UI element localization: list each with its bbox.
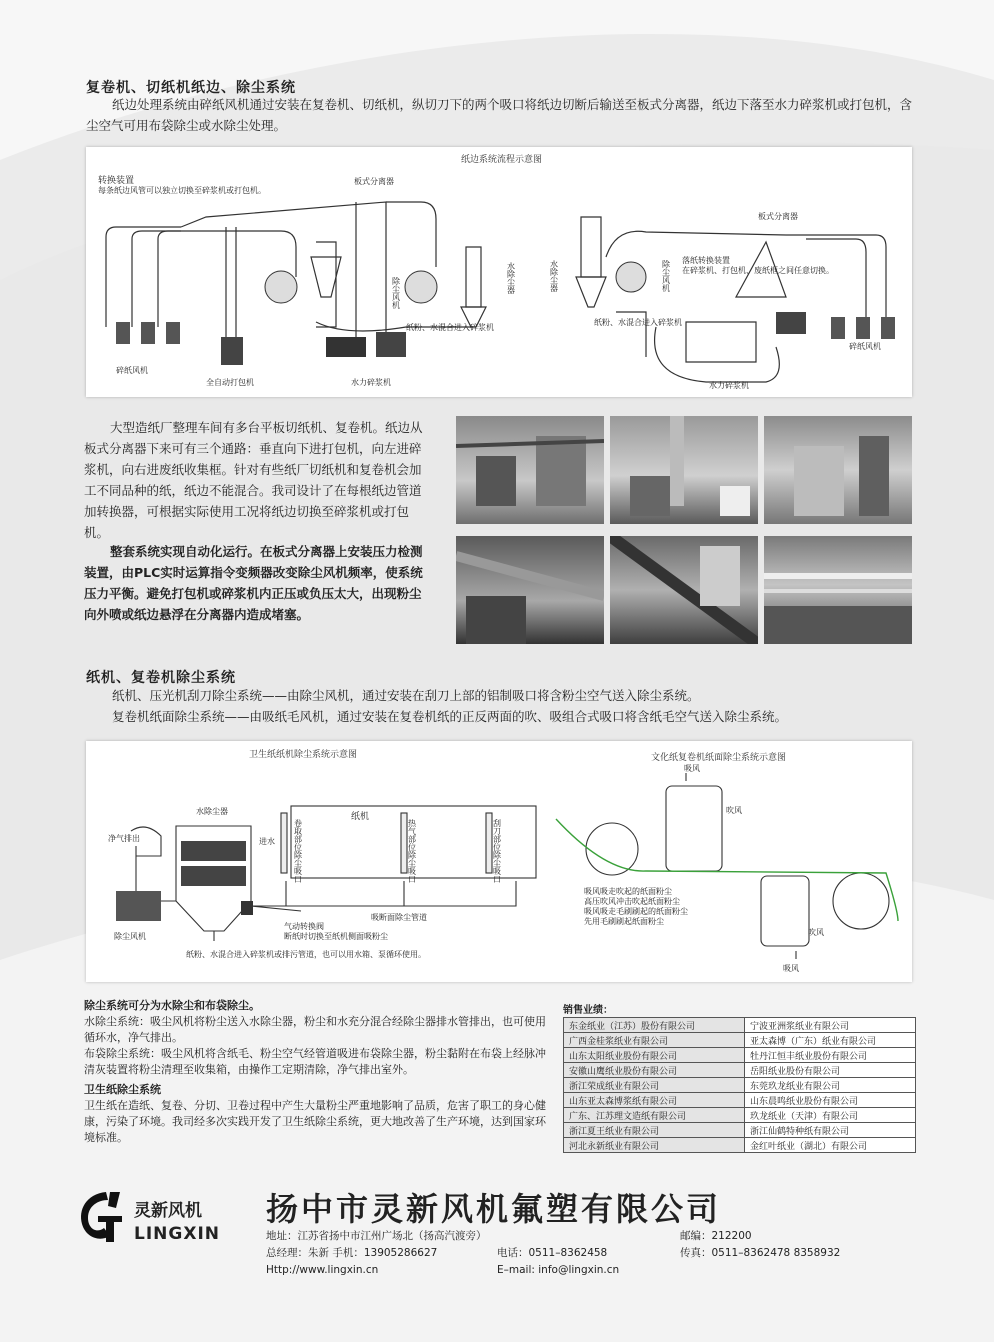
auto-baler-label: 全自动打包机 — [206, 378, 254, 387]
blow-bottom-label: 吹风 — [808, 928, 824, 937]
position2-label: 热气部位除尘吸口 — [407, 819, 417, 883]
sales-cell: 东莞玖龙纸业有限公司 — [745, 1078, 916, 1093]
sales-row — [564, 1048, 916, 1063]
sales-row — [564, 1033, 916, 1048]
postcode: 邮编：212200 — [680, 1230, 752, 1242]
desc2-label: 高压吹风冲击吹起纸面粉尘 — [584, 897, 680, 906]
hydro-pulper-left-label: 水力碎浆机 — [351, 378, 391, 387]
diagram2-title: 卫生纸纸机除尘系统示意图 — [249, 750, 358, 760]
sales-cell: 岳阳纸业股份有限公司 — [745, 1063, 916, 1078]
mix-note-right-label: 纸粉、水混合进入碎浆机 — [594, 318, 682, 327]
section4-title2: 卫生纸除尘系统 — [84, 1083, 161, 1096]
switch-device-desc: 每条纸边风管可以独立切换至碎浆机或打包机。 — [98, 186, 266, 195]
dust-system-diagrams — [86, 741, 912, 982]
factory-photo-4 — [456, 536, 604, 644]
sales-cell: 东金纸业（江苏）股份有限公司 — [564, 1018, 745, 1033]
sales-cell: 山东晨鸣纸业股份有限公司 — [745, 1093, 916, 1108]
mix-note-left-label: 纸粉、水混合进入碎浆机 — [406, 323, 494, 332]
sales-cell: 牡丹江恒丰纸业股份有限公司 — [745, 1048, 916, 1063]
sales-cell: 广东、江苏理文造纸有限公司 — [564, 1108, 745, 1123]
sales-cell: 宁波亚洲浆纸业有限公司 — [745, 1018, 916, 1033]
brand-en: LINGXIN — [134, 1224, 220, 1244]
diagram2-note: 纸粉、水混合进入碎浆机或排污管道，也可以用水箱、泵循环使用。 — [186, 950, 426, 959]
section2-paragraph2: 整套系统实现自动化运行。在板式分离器上安装压力检测装置，由PLC实时运算指令变频器改变除尘风机频率，使系统压力平衡。避免打包机或碎浆机内正压或负压太大，出现粉尘向外喷或纸边悬浮在分离器内造成堵塞。 — [84, 544, 423, 622]
blow-top-label: 吹风 — [726, 806, 742, 815]
sales-cell: 浙江夏王纸业有限公司 — [564, 1123, 745, 1138]
drop-switch-desc: 在碎浆机、打包机、废纸框之间任意切换。 — [682, 266, 834, 275]
factory-photo-6 — [764, 536, 912, 644]
valve-label: 气动转换阀 — [284, 922, 324, 931]
desc1-label: 吸风吸走吹起的纸面粉尘 — [584, 887, 672, 896]
factory-photo-5 — [610, 536, 758, 644]
sales-cell: 亚太森博（广东）纸业有限公司 — [745, 1033, 916, 1048]
dust-fan-label: 除尘风机 — [114, 932, 146, 941]
clean-exhaust-label: 净气排出 — [108, 834, 140, 843]
paper-edge-flow-diagram — [86, 147, 912, 397]
company-name: 扬中市灵新风机氟塑有限公司 — [266, 1190, 722, 1228]
sales-cell: 玖龙纸业（天津）有限公司 — [745, 1108, 916, 1123]
section1-title: 复卷机、切纸机纸边、除尘系统 — [86, 80, 296, 96]
manager-phone: 总经理：朱新 手机：13905286627 — [266, 1247, 438, 1259]
fax: 传真：0511–8362478 8358932 — [680, 1247, 841, 1259]
desc3-label: 吸风吸走毛刷刷起的纸面粉尘 — [584, 907, 688, 916]
section3-line1: 纸机、压光机刮刀除尘系统——由除尘风机，通过安装在刮刀上部的铝制吸口将含粉尘空气送入除尘系统。 — [112, 688, 700, 703]
shred-fan-left-label: 碎纸风机 — [116, 366, 148, 375]
sales-cell: 山东太阳纸业股份有限公司 — [564, 1048, 745, 1063]
water-in-label: 进水 — [259, 837, 275, 846]
factory-photo-3 — [764, 416, 912, 524]
sales-row — [564, 1123, 916, 1138]
suction-pipe-label: 吸断面除尘管道 — [371, 913, 427, 922]
section3-title: 纸机、复卷机除尘系统 — [86, 670, 236, 686]
sales-row — [564, 1108, 916, 1123]
switch-device-label: 转换装置 — [98, 176, 135, 186]
suction-bottom-label: 吸风 — [783, 964, 799, 973]
sales-row — [564, 1063, 916, 1078]
sales-cell: 安徽山鹰纸业股份有限公司 — [564, 1063, 745, 1078]
position3-label: 刮刀部位除尘吸口 — [492, 819, 502, 883]
sales-row — [564, 1018, 916, 1033]
plate-separator-right-label: 板式分离器 — [758, 212, 798, 221]
sales-table — [563, 1017, 916, 1153]
valve-desc-label: 断纸时切换至纸机侧面吸粉尘 — [284, 932, 388, 941]
desc4-label: 先用毛刷刷起纸面粉尘 — [584, 917, 664, 926]
dust-system-types — [84, 998, 554, 1146]
sales-table-wrap — [563, 1017, 916, 1153]
section1-intro: 纸边处理系统由碎纸风机通过安装在复卷机、切纸机，纵切刀下的两个吸口将纸边切断后输送至板式分离器，纸边下落至水力碎浆机或打包机，含尘空气可用布袋除尘或水除尘处理。 — [86, 97, 913, 133]
lingxin-logo-icon — [76, 1188, 126, 1244]
sales-cell: 广西金桂浆纸业有限公司 — [564, 1033, 745, 1048]
section2-paragraph1: 大型造纸厂整理车间有多台平板切纸机、复卷机。纸边从板式分离器下来可有三个通路：垂直向下进打包机，向左进碎浆机，向右进废纸收集框。针对有些纸厂切纸机和复卷机会加工不同品种的纸，纸边不能混合。我司设计了在每根纸边管道加转换器，可根据实际使用工况将纸边切换至碎浆机或打包机。 — [84, 420, 423, 540]
sales-cell: 河北永新纸业有限公司 — [564, 1138, 745, 1153]
sales-cell: 金红叶纸业（湖北）有限公司 — [745, 1138, 916, 1153]
factory-photo-2 — [610, 416, 758, 524]
sales-cell: 浙江仙鹤特种纸有限公司 — [745, 1123, 916, 1138]
position1-label: 卷取部位除尘吸口 — [293, 819, 303, 883]
tissue-dust-desc: 卫生纸在造纸、复卷、分切、卫卷过程中产生大量粉尘严重地影响了品质，危害了职工的身心健康，污染了环境。我司经多次实践开发了卫生纸除尘系统，更大地改善了生产环境，达到国家环境标准。 — [84, 1099, 546, 1144]
shred-fan-right-label: 碎纸风机 — [849, 342, 881, 351]
suction-top-label: 吸风 — [684, 764, 700, 773]
sales-row — [564, 1093, 916, 1108]
diagram1-title: 纸边系统流程示意图 — [461, 155, 543, 165]
paper-machine-label: 纸机 — [351, 812, 370, 822]
factory-photo-1 — [456, 416, 604, 524]
bag-dust-desc: 布袋除尘系统：吸尘风机将含纸毛、粉尘空气经管道吸进布袋除尘器，粉尘黏附在布袋上经脉冲清灰装置将粉尘清理至收集箱，由操作工定期清除，净气排出室外。 — [84, 1047, 546, 1076]
section3-line2: 复卷机纸面除尘系统——由吸纸毛风机，通过安装在复卷机纸的正反两面的吹、吸组合式吸口将含纸毛空气送入除尘系统。 — [112, 709, 788, 724]
water-dust-right-label: 水除尘器 — [549, 260, 559, 292]
address: 地址：江苏省扬中市江州广场北（扬高汽渡旁） — [266, 1230, 487, 1242]
section4-title: 除尘系统可分为水除尘和布袋除尘。 — [84, 999, 260, 1012]
water-dust-left-label: 水除尘器 — [506, 262, 516, 294]
dust-fan-left-label: 除尘风机 — [391, 277, 401, 309]
sales-row — [564, 1078, 916, 1093]
sales-cell: 浙江荣成纸业有限公司 — [564, 1078, 745, 1093]
dust-fan-right-label: 除尘风机 — [661, 260, 671, 292]
email-link[interactable]: E–mail: info@lingxin.cn — [497, 1264, 620, 1276]
water-dust-desc: 水除尘系统：吸尘风机将粉尘送入水除尘器，粉尘和水充分混合经除尘器排水管排出，也可使用循环水，净气排出。 — [84, 1015, 546, 1044]
plate-separator-left-label: 板式分离器 — [354, 177, 394, 186]
website-link[interactable]: Http://www.lingxin.cn — [266, 1264, 379, 1276]
diagram3-title: 文化纸复卷机纸面除尘系统示意图 — [651, 753, 787, 763]
sales-row — [564, 1138, 916, 1153]
hydro-pulper-right-label: 水力碎浆机 — [709, 381, 749, 390]
sales-cell: 山东亚太森博浆纸有限公司 — [564, 1093, 745, 1108]
sales-title: 销售业绩： — [563, 1005, 613, 1016]
brand-cn: 灵新风机 — [134, 1201, 202, 1221]
phone: 电话：0511–8362458 — [497, 1247, 608, 1259]
water-dust-label: 水除尘器 — [196, 807, 228, 816]
drop-switch-label: 落纸转换装置 — [682, 256, 730, 265]
